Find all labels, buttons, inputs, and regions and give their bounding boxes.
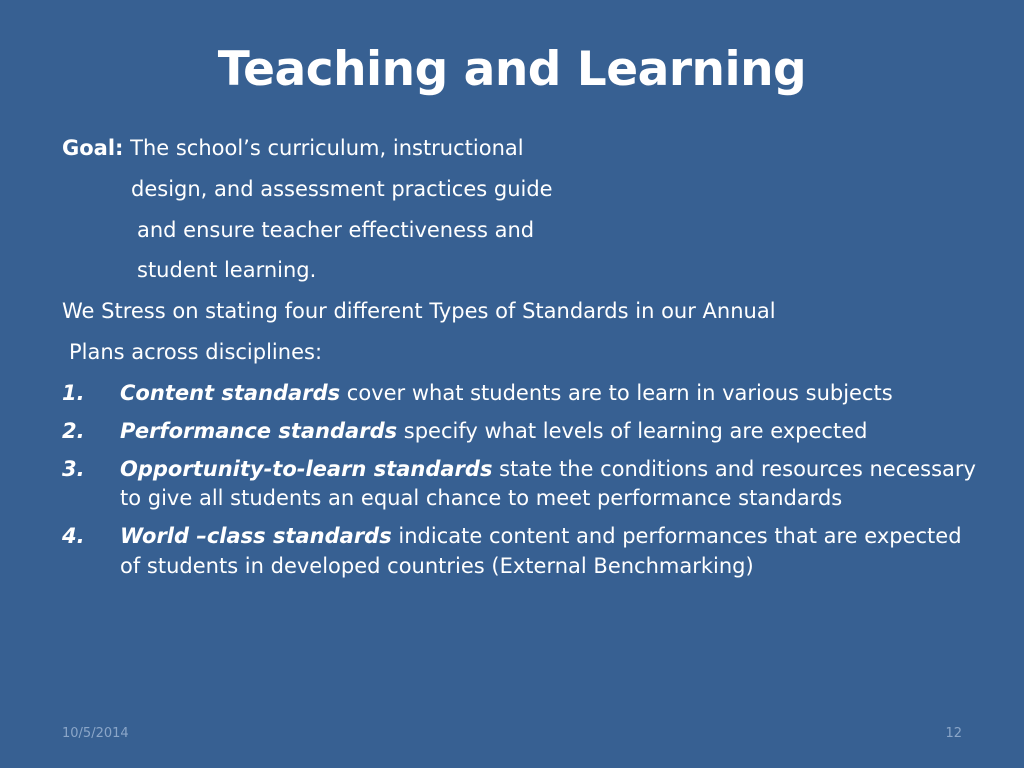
goal-text-1: The school’s curriculum, instructional	[123, 136, 524, 160]
item-description: specify what levels of learning are expected	[397, 418, 868, 443]
item-number: 1.	[62, 380, 85, 405]
slide-number: 12	[945, 726, 962, 741]
stress-line-2: Plans across disciplines:	[69, 340, 323, 365]
item-number: 2.	[62, 418, 85, 443]
item-text	[120, 522, 982, 582]
item-term: World –class standards	[120, 524, 392, 549]
goal-line-2: design, and assessment practices guide	[131, 176, 553, 201]
item-text	[120, 455, 982, 515]
item-text	[120, 417, 982, 447]
item-term: Content standards	[120, 380, 341, 405]
goal-label: Goal:	[62, 136, 124, 160]
slide-title: Teaching and Learning	[217, 42, 807, 97]
item-number: 4.	[62, 524, 85, 549]
goal-line-4: student learning.	[137, 258, 317, 283]
item-description: cover what students are to learn in various subjects	[340, 380, 893, 405]
standard-item-1	[62, 379, 982, 409]
footer-date: 10/5/2014	[62, 726, 129, 741]
standard-item-3	[62, 455, 982, 515]
goal-line-3: and ensure teacher effectiveness and	[137, 217, 535, 242]
item-term: Performance standards	[120, 418, 398, 443]
item-text	[120, 379, 982, 409]
standard-item-2	[62, 417, 982, 447]
item-description: indicate content and performances that are expected of students in developed countries (External Benchmarking)	[120, 524, 962, 578]
item-term: Opportunity-to-learn standards	[120, 456, 493, 481]
item-description: state the conditions and resources necessary to give all students an equal chance to meet performance standards	[120, 456, 976, 511]
goal-line-1	[62, 134, 982, 164]
stress-line-1: We Stress on stating four different Types of Standards in our Annual	[62, 299, 776, 324]
standard-item-4	[62, 522, 982, 582]
item-number: 3.	[62, 456, 85, 481]
slide-body	[62, 134, 982, 590]
